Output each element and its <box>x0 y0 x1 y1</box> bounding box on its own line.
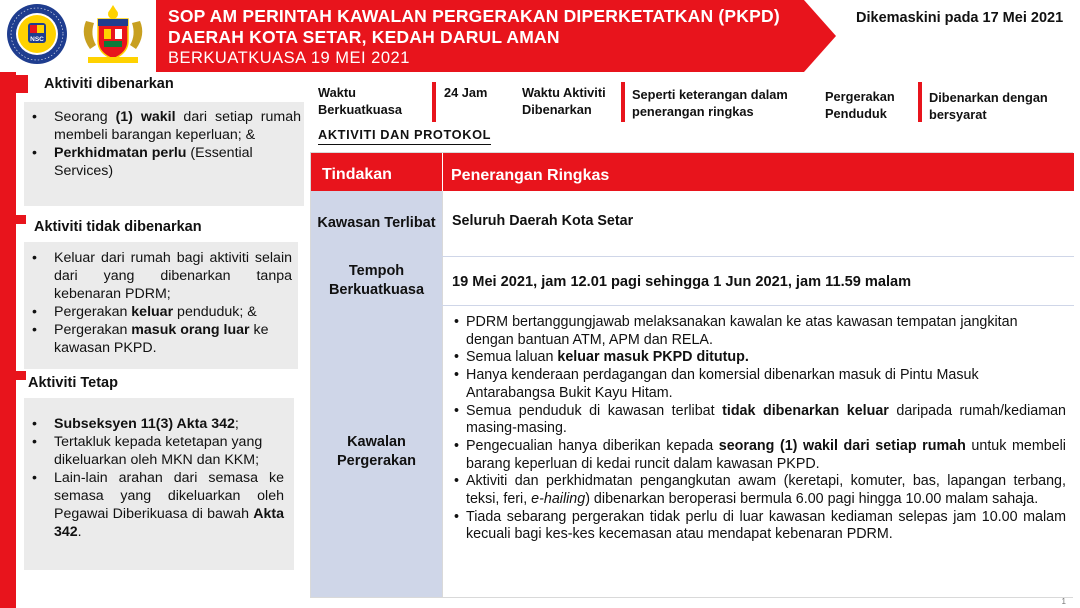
list-item: • Pergerakan keluar penduduk; & <box>24 303 298 321</box>
row-value-movement <box>442 306 1074 597</box>
row-value-period: 19 Mei 2021, jam 12.01 pagi sehingga 1 Jun 2021, jam 11.59 malam <box>442 257 1074 305</box>
row-label-movement: Kawalan Pergerakan <box>311 306 442 597</box>
waktu-label: Waktu Berkuatkuasa <box>318 85 402 117</box>
list-item: • Semua penduduk di kawasan terlibat tidak dibenarkan keluar daripada rumah/kediaman masing-masing. <box>451 403 1066 438</box>
svg-text:NSC: NSC <box>30 36 44 43</box>
header-banner <box>0 0 836 72</box>
table-header-action: Tindakan <box>311 153 442 191</box>
list-item: • Pengecualian hanya diberikan kepada seorang (1) wakil dari setiap rumah untuk membeli barang keperluan di kedai runcit dalam kawasan PKPD. <box>451 438 1066 473</box>
list-item: • Seorang (1) wakil dari setiap rumah membeli barangan keperluan; & <box>24 108 304 144</box>
pergerakan-value: Dibenarkan dengan bersyarat <box>929 90 1048 122</box>
list-item: • Pergerakan masuk orang luar ke kawasan PKPD. <box>24 321 298 357</box>
title-line-2: DAERAH KOTA SETAR, KEDAH DARUL AMAN <box>168 27 560 47</box>
list-item: • Lain-lain arahan dari semasa ke semasa yang dikeluarkan oleh Pegawai Diberikuasa di bawah Akta 342. <box>24 469 294 541</box>
table-header-description: Penerangan Ringkas <box>442 153 1074 191</box>
activities-protocol-title: AKTIVITI DAN PROTOKOL <box>318 127 491 145</box>
row-label-area: Kawasan Terlibat <box>311 191 442 256</box>
list-item: • Perkhidmatan perlu (Essential Services) <box>24 144 304 180</box>
divider-bar <box>621 82 625 122</box>
list-item: • Keluar dari rumah bagi aktiviti selain dari yang dibenarkan tanpa kebenaran PDRM; <box>24 249 298 303</box>
title-line-3: BERKUATKUASA 19 MEI 2021 <box>168 49 410 67</box>
list-item: • PDRM bertanggungjawab melaksanakan kawalan ke atas kawasan tempatan jangkitan dengan bantuan ATM, APM dan RELA. <box>451 314 1066 349</box>
not-allowed-activities-title: Aktiviti tidak dibenarkan <box>34 219 202 235</box>
list-item: • Semua laluan keluar masuk PKPD ditutup. <box>451 349 1066 367</box>
list-item: • Hanya kenderaan perdagangan dan komersial dibenarkan masuk di Pintu Masuk Antarabangsa Bukit Kayu Hitam. <box>451 367 1066 402</box>
nsc-logo <box>6 3 68 65</box>
pergerakan-label: Pergerakan Penduduk <box>825 89 895 121</box>
allowed-activities-title: Aktiviti dibenarkan <box>44 76 174 92</box>
allowed-activities-box <box>24 102 304 206</box>
row-label-period: Tempoh Berkuatkuasa <box>311 257 442 305</box>
divider-bar <box>432 82 436 122</box>
divider-bar <box>918 82 922 122</box>
left-red-rail <box>0 72 16 608</box>
list-item: • Tiada sebarang pergerakan tidak perlu di luar kawasan kediaman selepas jam 10.00 malam kecuali bagi kes-kes kecemasan atau mendapat kebenaran PDRM. <box>451 509 1066 544</box>
waktu-value: 24 Jam <box>444 85 488 100</box>
list-item: • Aktiviti dan perkhidmatan pengangkutan awam (keretapi, komuter, bas, lapangan terbang, teksi, feri, e-hailing) dibenarkan beroperasi bermula 6.00 pagi hingga 10.00 malam sahaja. <box>451 473 1066 508</box>
fixed-activities-title: Aktiviti Tetap <box>28 375 118 391</box>
rail-tab <box>0 215 26 224</box>
title-line-1: SOP AM PERINTAH KAWALAN PERGERAKAN DIPERKETATKAN (PKPD) <box>168 6 780 26</box>
fixed-activities-box <box>24 398 294 570</box>
list-item: • Subseksyen 11(3) Akta 342; <box>24 415 294 433</box>
aktiviti-value: Seperti keterangan dalam penerangan ringkas <box>632 87 788 119</box>
updated-date: Dikemaskini pada 17 Mei 2021 <box>856 10 1064 26</box>
page-number: 1 <box>1061 597 1066 606</box>
rail-tab <box>0 75 28 93</box>
rail-tab <box>0 371 26 380</box>
list-item: • Tertakluk kepada ketetapan yang dikeluarkan oleh MKN dan KKM; <box>24 433 294 469</box>
protocol-table <box>310 152 1073 598</box>
row-value-area: Seluruh Daerah Kota Setar <box>442 191 1074 256</box>
coat-of-arms-logo <box>78 3 148 65</box>
aktiviti-label: Waktu Aktiviti Dibenarkan <box>522 85 606 117</box>
not-allowed-activities-box <box>24 242 298 369</box>
